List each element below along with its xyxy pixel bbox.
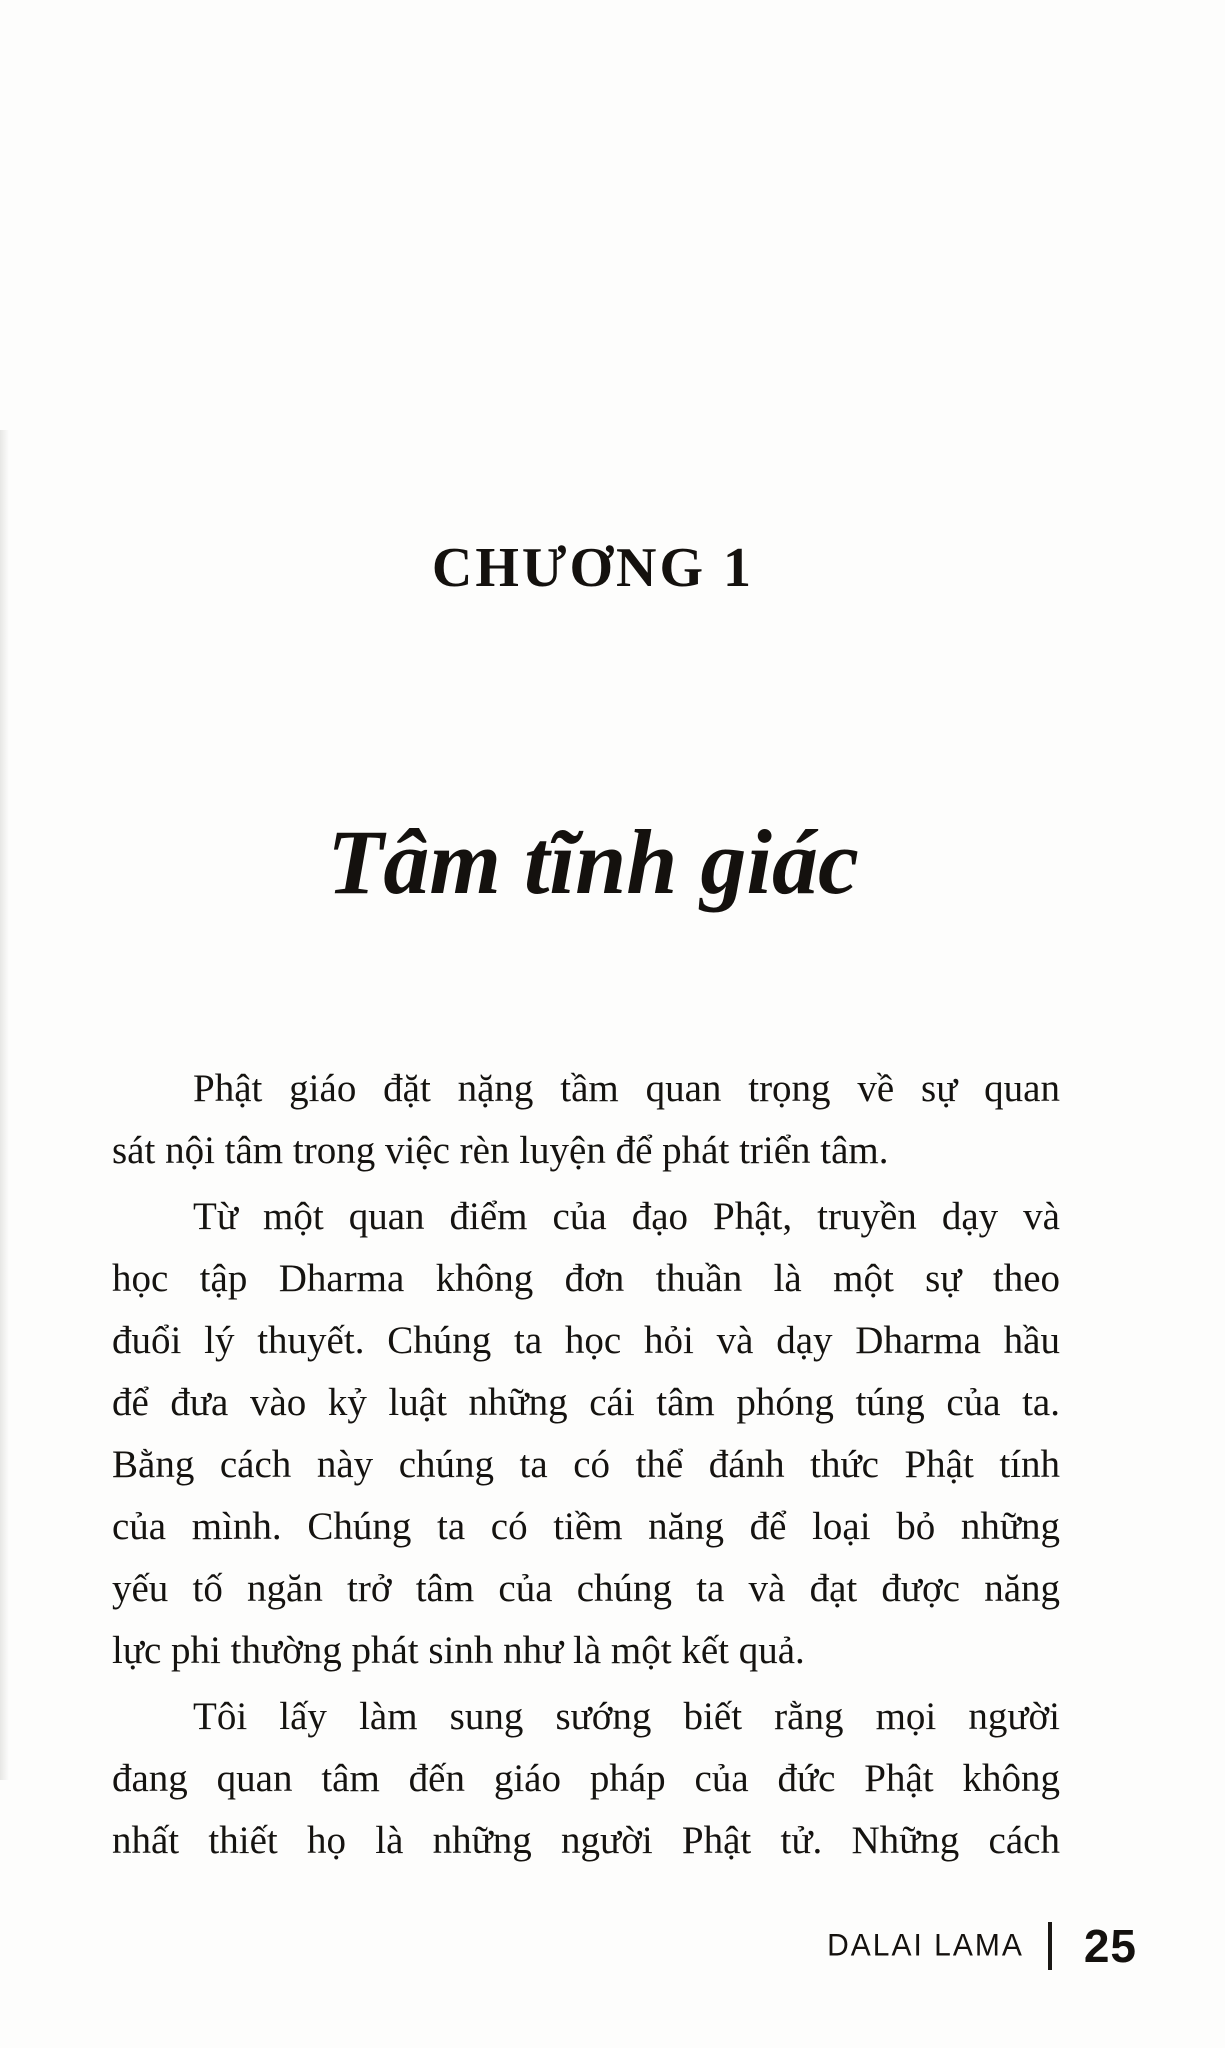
body-paragraphs <box>112 1058 1060 1872</box>
body-line: Phật giáo đặt nặng tầm quan trọng về sự quan <box>193 1067 1060 1110</box>
body-line: đuổi lý thuyết. Chúng ta học hỏi và dạy Dharma hầu <box>112 1319 1060 1362</box>
page-number: 25 <box>1083 1920 1137 1972</box>
running-footer-author: DALAI LAMA <box>827 1928 1024 1963</box>
body-line: để đưa vào kỷ luật những cái tâm phóng túng của ta. <box>112 1381 1060 1424</box>
paragraph <box>112 1186 1060 1682</box>
chapter-title: Tâm tĩnh giác <box>327 811 859 913</box>
paragraph <box>112 1686 1060 1872</box>
body-line: Tôi lấy làm sung sướng biết rằng mọi người <box>193 1695 1060 1738</box>
body-line: của mình. Chúng ta có tiềm năng để loại bỏ những <box>112 1505 1060 1548</box>
body-line: Bằng cách này chúng ta có thể đánh thức Phật tính <box>112 1443 1060 1486</box>
body-line: sát nội tâm trong việc rèn luyện để phát triển tâm. <box>112 1129 889 1172</box>
chapter-heading: CHƯƠNG 1 <box>431 537 755 599</box>
body-line: đang quan tâm đến giáo pháp của đức Phật không <box>112 1757 1060 1800</box>
page-footer <box>827 1918 1137 1974</box>
footer-divider <box>1048 1922 1052 1970</box>
body-line: yếu tố ngăn trở tâm của chúng ta và đạt được năng <box>112 1567 1060 1610</box>
body-line: lực phi thường phát sinh như là một kết quả. <box>112 1629 805 1672</box>
body-line: nhất thiết họ là những người Phật tử. Những cách <box>112 1819 1060 1862</box>
page-edge-shadow <box>0 430 9 1780</box>
paragraph <box>112 1058 1060 1182</box>
body-line: Từ một quan điểm của đạo Phật, truyền dạy và <box>193 1195 1060 1238</box>
body-line: học tập Dharma không đơn thuần là một sự theo <box>112 1257 1060 1300</box>
